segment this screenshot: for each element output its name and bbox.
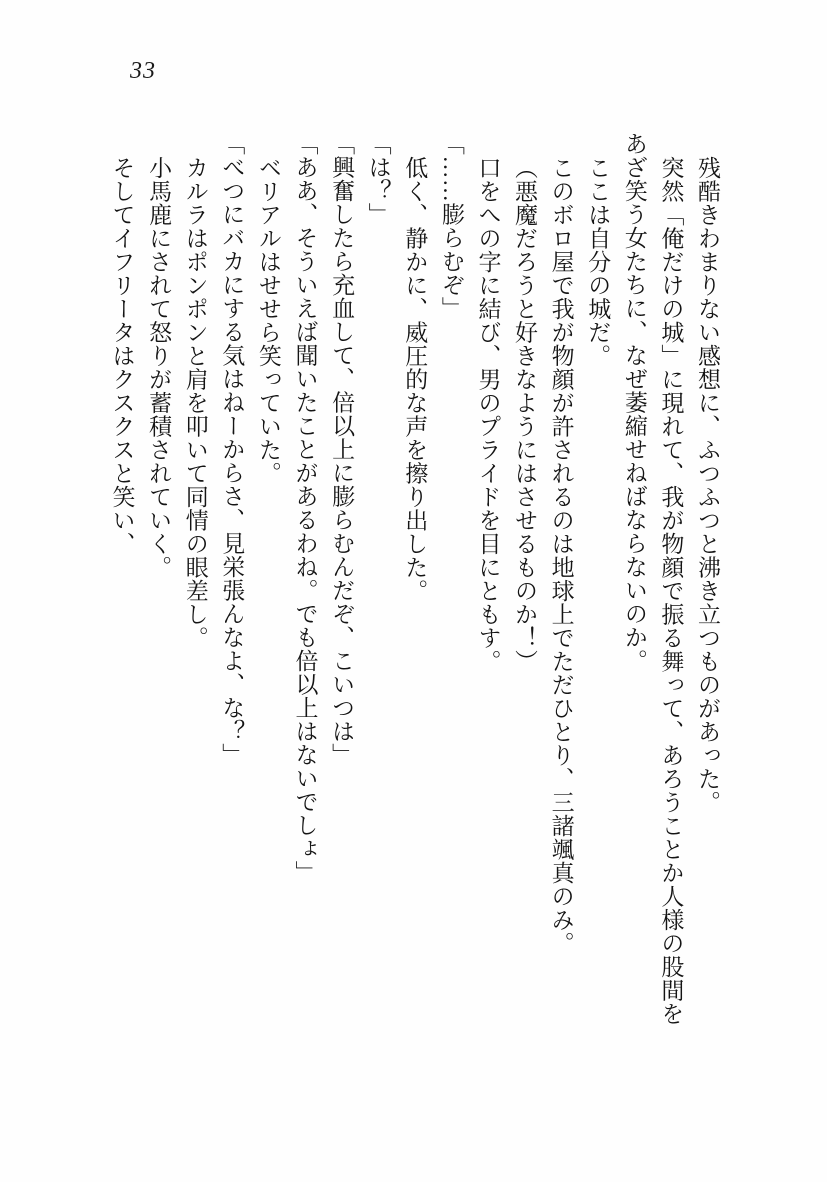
text-line: 「は？」 bbox=[365, 132, 391, 226]
text-line: 小馬鹿にされて怒りが蓄積されていく。 bbox=[146, 155, 172, 579]
text-line: 「ああ、そういえば聞いたことがあるわね。でも倍以上はないでしょ」 bbox=[292, 132, 318, 884]
text-line: 残酷きわまりない感想に、ふつふつと沸き立つものがあった。 bbox=[695, 155, 720, 814]
vertical-text-block bbox=[103, 132, 725, 1082]
text-line: 「べつにバカにする気はねーからさ、見栄張んなよ、な？」 bbox=[219, 132, 245, 767]
text-line: あざ笑う女たちに、なぜ萎縮せねばならないのか。 bbox=[621, 132, 647, 673]
text-line: （悪魔だろうと好きなようにはさせるものか！） bbox=[512, 155, 538, 673]
text-line: ここは自分の城だ。 bbox=[585, 155, 611, 367]
text-line: そしてイフリータはクスクスと笑い、 bbox=[109, 155, 135, 555]
text-line: このボロ屋で我が物顔が許されるのは地球上でただひとり、三諸颯真のみ。 bbox=[548, 155, 574, 955]
text-line: 口をへの字に結び、男のプライドを目にともす。 bbox=[475, 155, 501, 673]
text-line: 「興奮したら充血して、倍以上に膨らむんだぞ、こいつは」 bbox=[329, 132, 355, 767]
text-line: ベリアルはせせら笑っていた。 bbox=[255, 155, 281, 485]
text-line: 低く、静かに、威圧的な声を擦り出した。 bbox=[402, 155, 428, 602]
text-line: カルラはポンポンと肩を叩いて同情の眼差し。 bbox=[182, 155, 208, 649]
page-number: 33 bbox=[130, 58, 156, 84]
text-line: 「……膨らむぞ」 bbox=[438, 132, 464, 320]
text-line: 突然「俺だけの城」に現れて、我が物顔で振る舞って、あろうことか人様の股間を bbox=[658, 155, 684, 1025]
